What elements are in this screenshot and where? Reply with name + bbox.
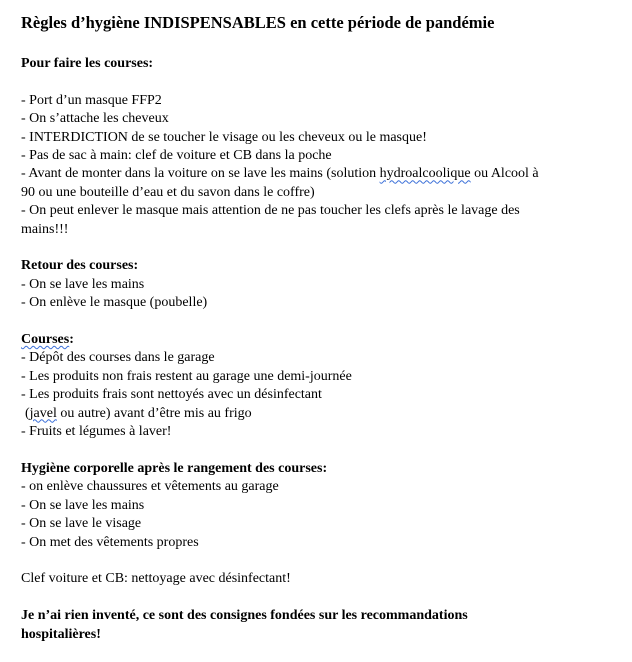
section-heading-hygiene-corporelle: Hygiène corporelle après le rangement des courses: [21, 460, 328, 476]
section-heading-courses-word: Courses [21, 332, 70, 348]
spacer [21, 589, 625, 607]
spellcheck-word: javel [29, 405, 57, 421]
list-item-continuation: 90 ou une bouteille d’eau et du savon dans le coffre) [21, 184, 315, 200]
list-item: - on enlève chaussures et vêtements au garage [21, 479, 279, 495]
list-item: - Fruits et légumes à laver! [21, 424, 172, 440]
document-title: Règles d’hygiène INDISPENSABLES en cette période de pandémie [21, 13, 495, 32]
list-item-text: - Avant de monter dans la voiture on se lave les mains (solution [21, 166, 380, 182]
list-item: - Dépôt des courses dans le garage [21, 350, 215, 366]
list-item [21, 165, 625, 183]
list-item-continuation: mains!!! [21, 221, 69, 237]
list-item: - Pas de sac à main: clef de voiture et CB dans la poche [21, 148, 332, 164]
list-item: - Les produits frais sont nettoyés avec un désinfectant [21, 387, 322, 403]
spellcheck-word: hydroalcoolique [379, 166, 471, 182]
section-heading-pour-faire-les-courses: Pour faire les courses: [21, 56, 154, 71]
paragraph-clef-voiture: Clef voiture et CB: nettoyage avec désinfectant! [21, 571, 291, 587]
list-item-continuation [21, 405, 625, 423]
section-heading-courses-colon: : [69, 332, 74, 348]
list-item: - On s’attache les cheveux [21, 111, 169, 127]
spacer [21, 73, 625, 91]
list-item-text: ( [25, 405, 30, 421]
closing-line: Je n’ai rien inventé, ce sont des consignes fondées sur les recommandations [21, 608, 468, 624]
section-heading-retour-des-courses: Retour des courses: [21, 258, 139, 274]
list-item: - On enlève le masque (poubelle) [21, 295, 208, 311]
list-item-text: ou Alcool à [470, 166, 539, 182]
list-item: - Port d’un masque FFP2 [21, 92, 162, 108]
spacer [21, 32, 625, 55]
list-item: - On se lave le visage [21, 516, 142, 532]
list-item: - On se lave les mains [21, 276, 145, 292]
spacer [21, 441, 625, 459]
list-item: - On se lave les mains [21, 497, 145, 513]
spacer [21, 313, 625, 331]
list-item: - On peut enlever le masque mais attention de ne pas toucher les clefs après le lavage des [21, 203, 520, 219]
closing-line: hospitalières! [21, 626, 101, 642]
list-item-text: ou autre) avant d’être mis au frigo [56, 405, 252, 421]
document-page [21, 14, 625, 644]
spacer [21, 239, 625, 257]
list-item: - Les produits non frais restent au garage une demi-journée [21, 368, 352, 384]
section-heading-courses [21, 331, 625, 349]
list-item: - INTERDICTION de se toucher le visage ou les cheveux ou le masque! [21, 129, 427, 145]
list-item: - On met des vêtements propres [21, 534, 199, 550]
spacer [21, 552, 625, 570]
